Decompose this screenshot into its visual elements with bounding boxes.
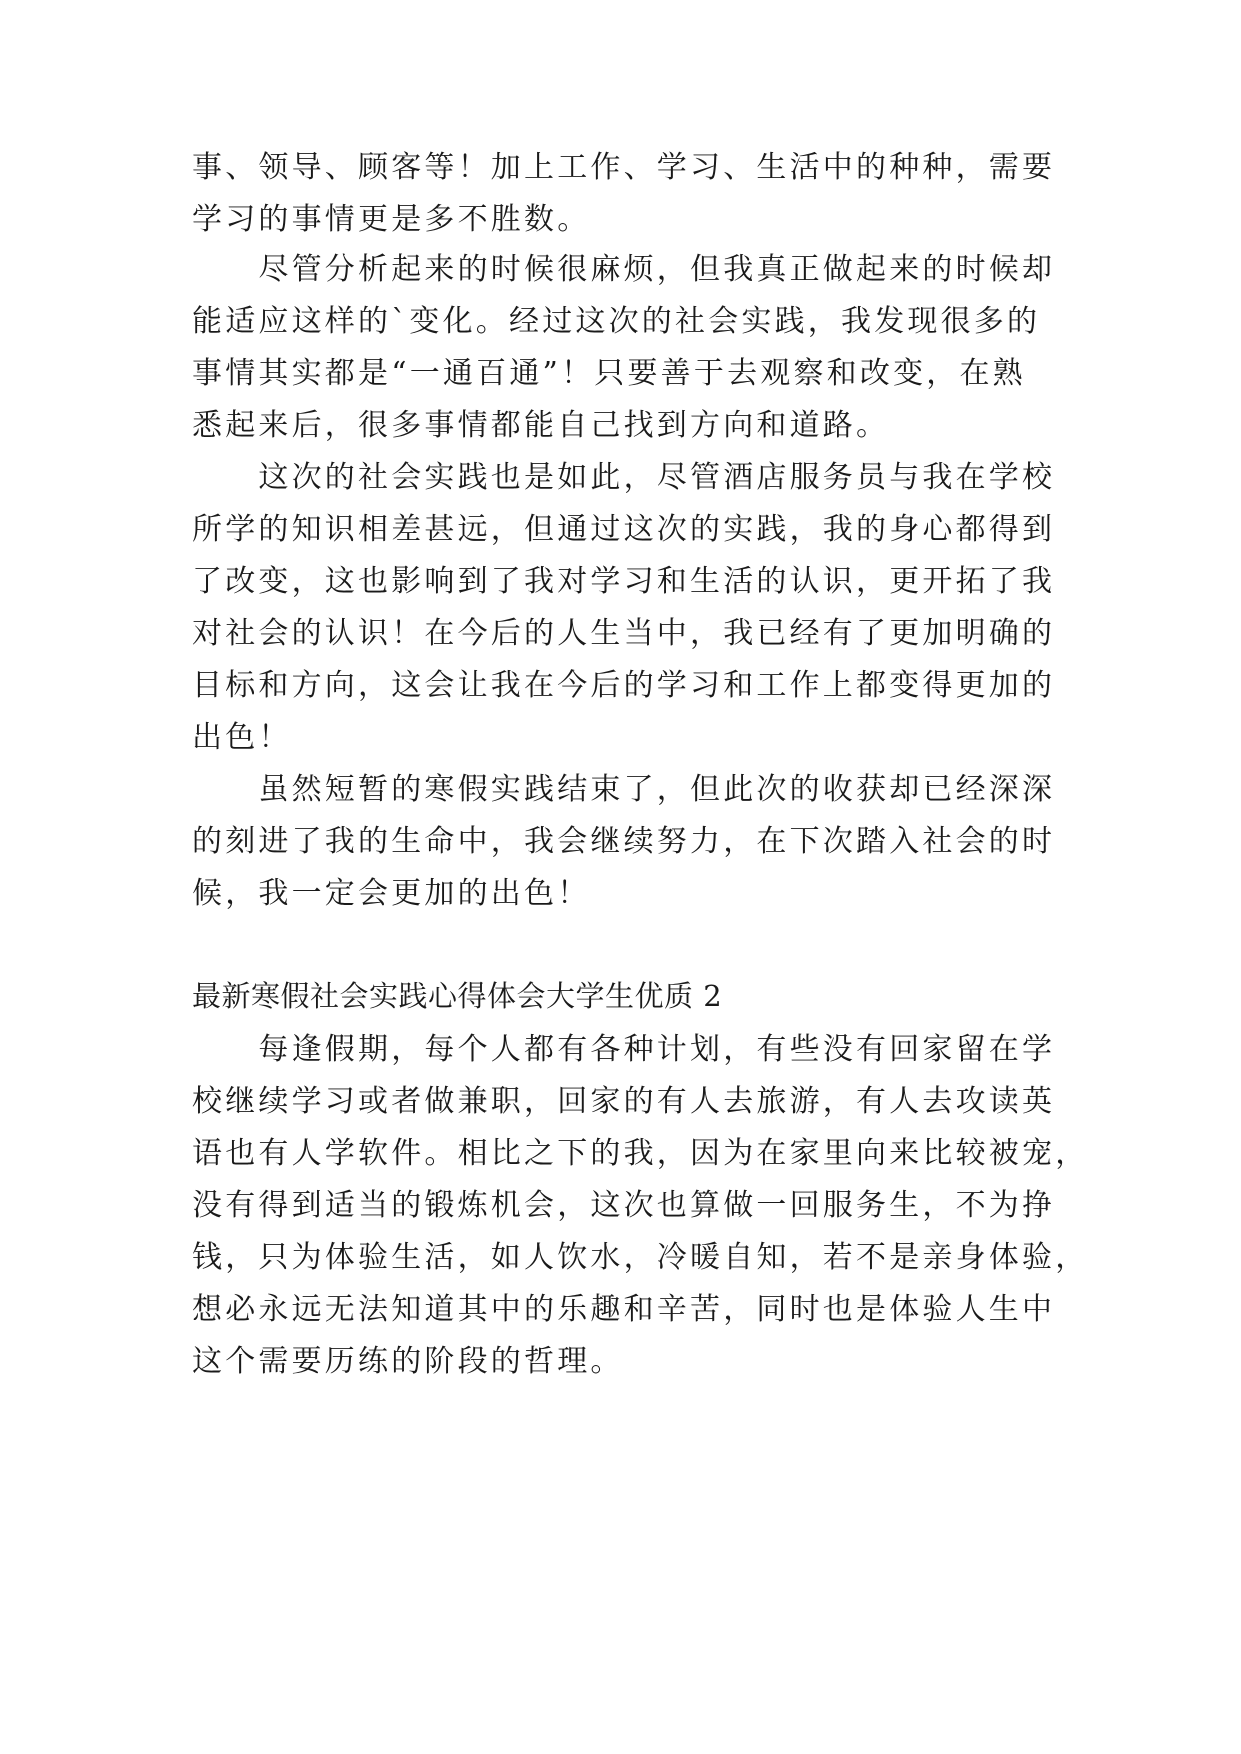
text-line: 校继续学习或者做兼职，回家的有人去旅游，有人去攻读英: [192, 1084, 1056, 1119]
text-line: 目标和方向，这会让我在今后的学习和工作上都变得更加的: [192, 668, 1056, 703]
text-line: 钱，只为体验生活，如人饮水，冷暖自知，若不是亲身体验，: [192, 1240, 1089, 1275]
text-line: 没有得到适当的锻炼机会，这次也算做一回服务生，不为挣: [192, 1188, 1056, 1223]
text-line: 学习的事情更是多不胜数。: [192, 202, 591, 237]
text-line: 想必永远无法知道其中的乐趣和辛苦，同时也是体验人生中: [192, 1292, 1056, 1327]
text-line: 了改变，这也影响到了我对学习和生活的认识，更开拓了我: [192, 564, 1056, 599]
text-line: 尽管分析起来的时候很麻烦，但我真正做起来的时候却: [192, 252, 1056, 287]
text-line: 候，我一定会更加的出色！: [192, 876, 591, 911]
text-line: 的刻进了我的生命中，我会继续努力，在下次踏入社会的时: [192, 824, 1056, 859]
text-line: 事情其实都是“一通百通”！只要善于去观察和改变，在熟: [192, 356, 1026, 391]
text-line: 语也有人学软件。相比之下的我，因为在家里向来比较被宠，: [192, 1136, 1089, 1171]
text-line: 每逢假期，每个人都有各种计划，有些没有回家留在学: [192, 1032, 1056, 1067]
text-line: 出色！: [192, 720, 292, 755]
section-title: 最新寒假社会实践心得体会大学生优质 2: [192, 979, 723, 1013]
text-line: 所学的知识相差甚远，但通过这次的实践，我的身心都得到: [192, 512, 1056, 547]
text-line: 能适应这样的`变化。经过这次的社会实践，我发现很多的: [192, 304, 1041, 339]
text-line: 悉起来后，很多事情都能自己找到方向和道路。: [192, 408, 890, 443]
text-line: 虽然短暂的寒假实践结束了，但此次的收获却已经深深: [192, 772, 1056, 807]
text-line: 对社会的认识！在今后的人生当中，我已经有了更加明确的: [192, 616, 1056, 651]
text-line: 事、领导、顾客等！加上工作、学习、生活中的种种，需要: [192, 150, 1056, 185]
text-line: 这个需要历练的阶段的哲理。: [192, 1344, 624, 1379]
text-line: 这次的社会实践也是如此，尽管酒店服务员与我在学校: [192, 460, 1056, 495]
